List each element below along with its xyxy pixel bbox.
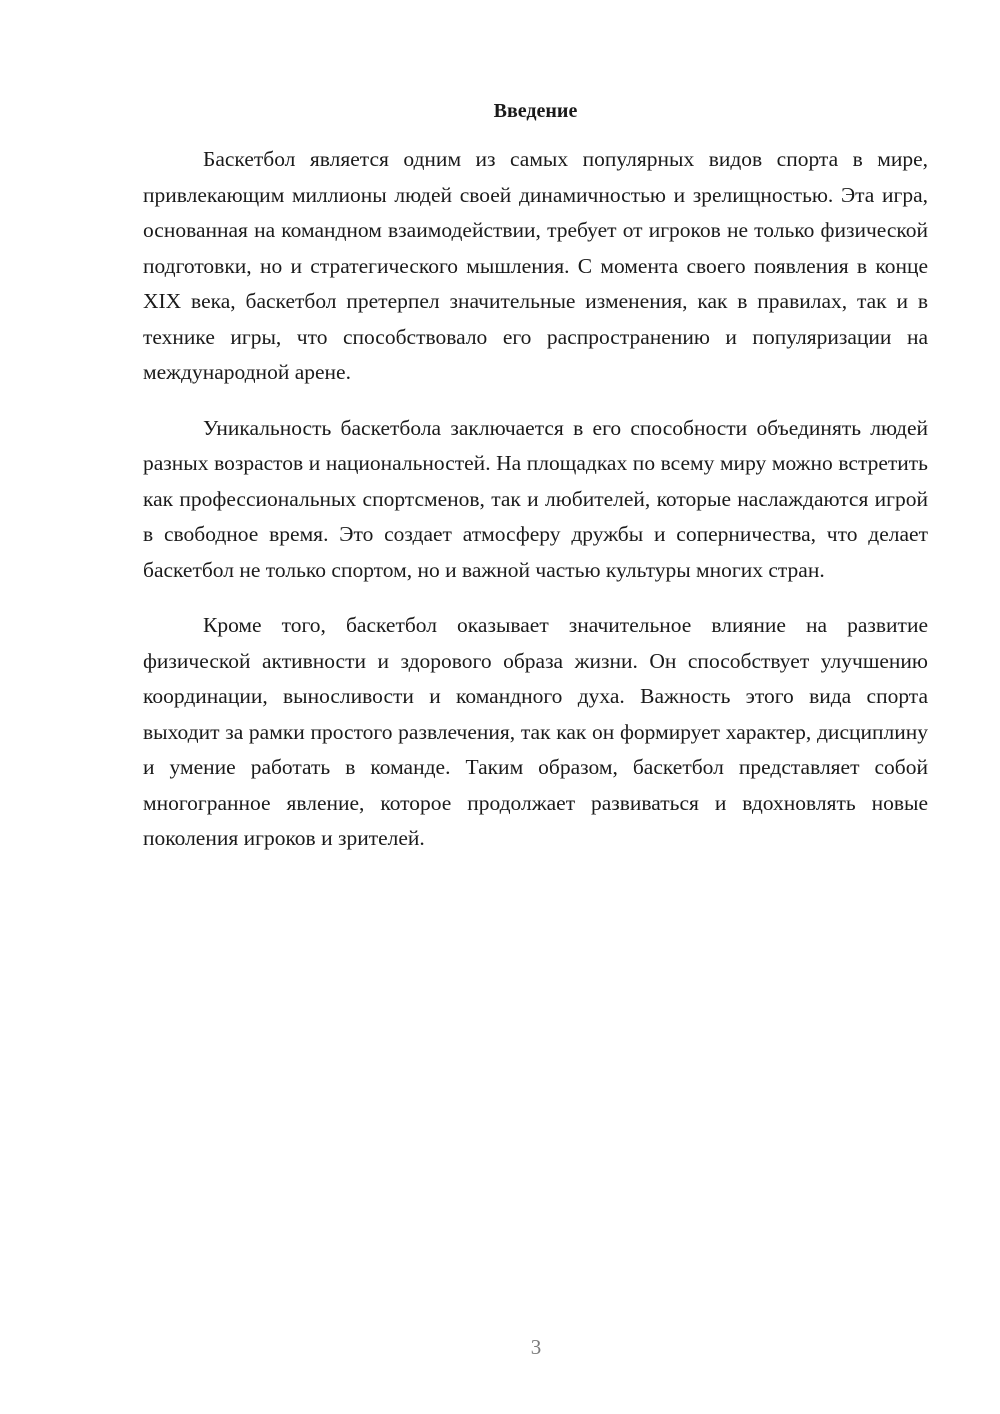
page-title: Введение (493, 100, 578, 122)
paragraph-1: Баскетбол является одним из самых популярных видов спорта в мире, привлекающим миллионы людей своей динамичностью и зрелищностью. Эта игра, основанная на командном взаимодействии, требует от игроков не только физической подготовки, но и стратегического мышления. С момента своего появления в конце XIX века, баскетбол претерпел значительные изменения, как в правилах, так и в технике игры, что способствовало его распространению и популяризации на международной арене. (143, 147, 928, 384)
paragraph-2: Уникальность баскетбола заключается в его способности объединять людей разных возрастов и национальностей. На площадках по всему миру можно встретить как профессиональных спортсменов, так и любителей, которые наслаждаются игрой в свободное время. Это создает атмосферу дружбы и соперничества, что делает баскетбол не только спортом, но и важной частью культуры многих стран. (143, 415, 928, 582)
paragraph-3: Кроме того, баскетбол оказывает значительное влияние на развитие физической активности и здорового образа жизни. Он способствует улучшению координации, выносливости и командного духа. Важность этого вида спорта выходит за рамки простого развлечения, так как он формирует характер, дисциплину и умение работать в команде. Таким образом, баскетбол представляет собой многогранное явление, которое продолжает развиваться и вдохновлять новые поколения игроков и зрителей. (143, 613, 928, 850)
page-number: 3 (530, 1335, 542, 1359)
document-body (143, 142, 928, 877)
